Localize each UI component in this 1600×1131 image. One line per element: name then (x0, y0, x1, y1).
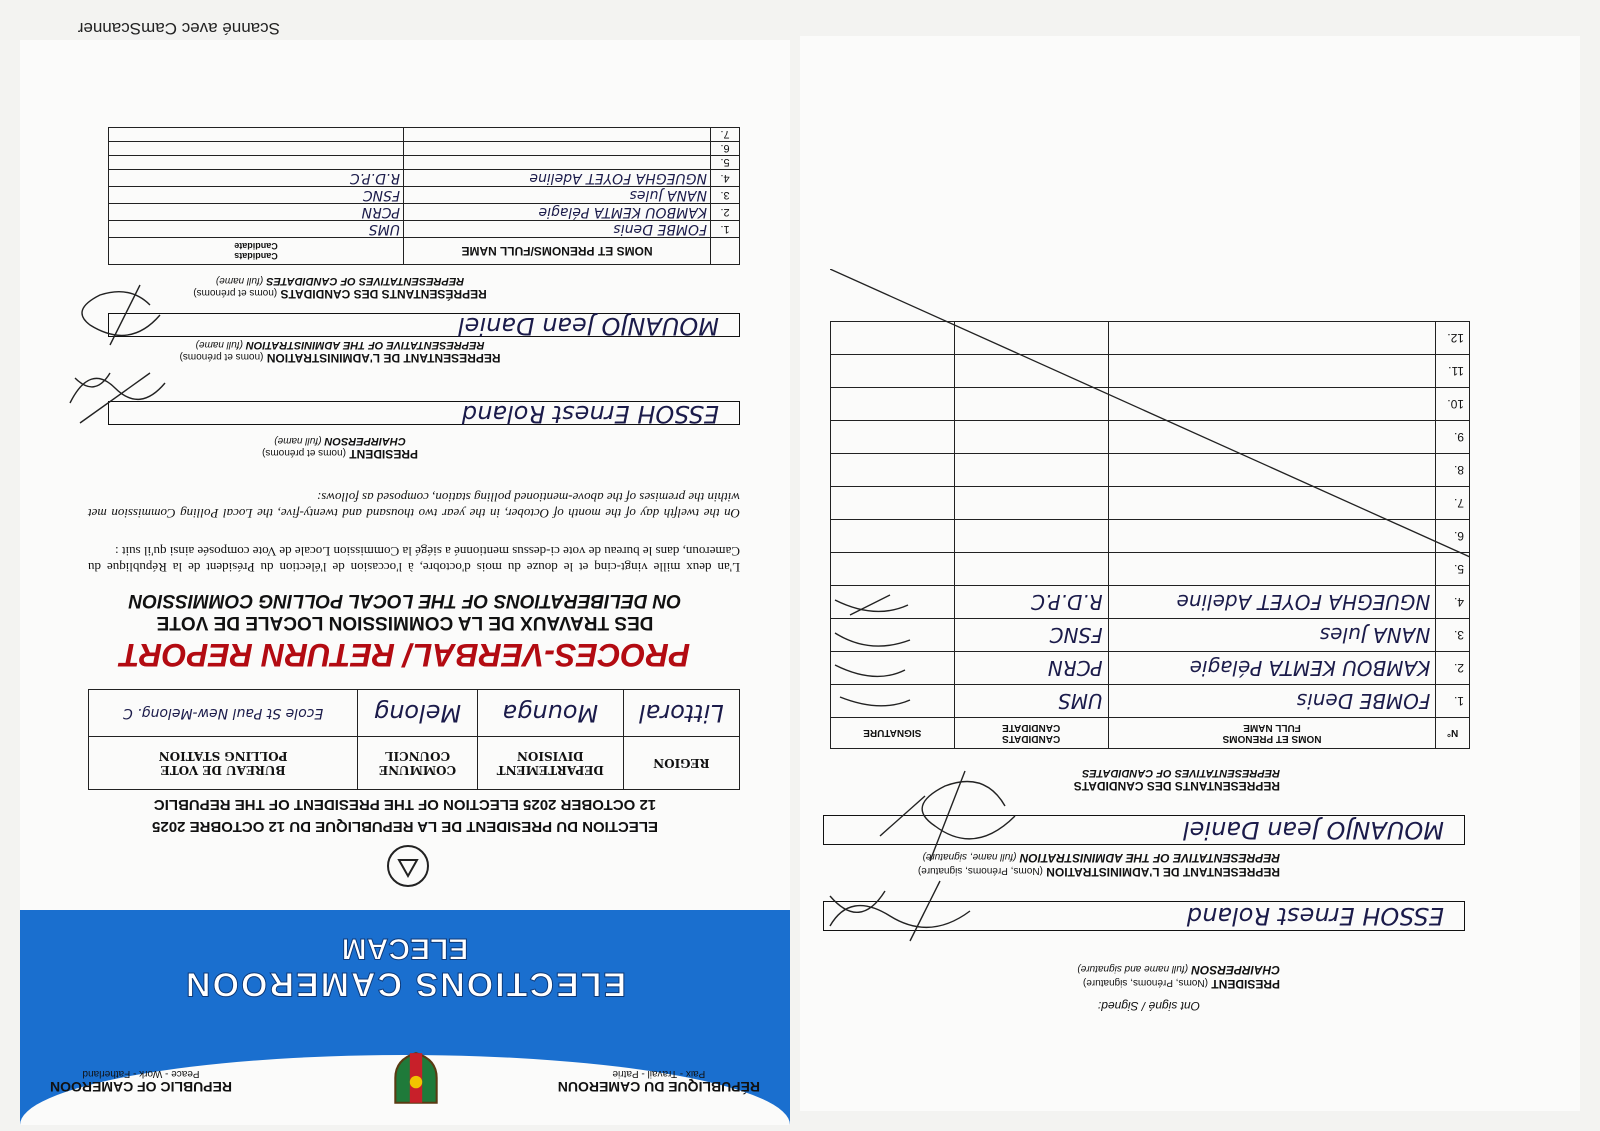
table-row: 10. (831, 388, 1470, 421)
org-abbr: ELECAM (341, 932, 469, 965)
signatures-page (800, 36, 1580, 1111)
president-signature (60, 363, 170, 433)
table-row: 1. FOMBE Denis UMS (831, 685, 1470, 718)
president-label-2: PRESIDENT (Noms, Prénoms, signature) CHAIRPERSON (full name and signature) (1077, 963, 1280, 991)
candidate-header-2: CANDIDATS CANDIDATE (954, 718, 1108, 749)
report-subtitle-en: ON DELIBERATIONS OF THE LOCAL POLLING COMMISSION (128, 590, 682, 611)
report-subtitle-fr: DES TRAVAUX DE LA COMMISSION LOCALE DE VOTE (156, 612, 654, 633)
paragraph-en: On the twelfth day of the month of October, in the year two thousand and twenty-five, the Local Polling Commission met within the premises of the above-mentioned polling station, composed as follows: (88, 490, 740, 521)
table-row: 1. FOMBE Denis UMS (109, 221, 740, 238)
division-header: DEPARTEMENT DIVISION (477, 737, 623, 790)
admin-name: MOUANJO Jean Daniel (457, 312, 719, 340)
admin-name-2: MOUANJO Jean Daniel (1182, 816, 1444, 844)
president-label: PRESIDENT (noms et prénoms) CHAIRPERSON (full name) (262, 435, 418, 461)
elecam-banner (20, 910, 790, 1125)
president-name-2: ESSOH Ernest Roland (1186, 902, 1444, 930)
polling-station-value: Ecole St Paul New-Melong. C (89, 690, 358, 737)
signed-label: Ont signé / Signed: (1097, 999, 1200, 1013)
location-table (88, 689, 740, 790)
fullname-header-2: NOMS ET PRENOMS FULL NAME (1108, 718, 1436, 749)
republic-header-en: REPUBLIC OF CAMEROON Peace - Work - Fatherland (50, 1068, 232, 1095)
admin-label-2: REPRESENTANT DE L'ADMINISTRATION (Noms, Prénoms, signature) REPRESENTATIVE OF THE ADMINISTRATION (full name, signature) (917, 851, 1280, 879)
election-emblem-icon (386, 844, 430, 888)
table-row: 7. (831, 487, 1470, 520)
candidate-reps-table-cover (108, 127, 740, 265)
table-row: 6. (831, 520, 1470, 553)
council-header: COMMUNE COUNCIL (358, 737, 478, 790)
election-title-fr: ELECTION DU PRESIDENT DE LA REPUBLIQUE DU 12 OCTOBRE 2025 (152, 818, 658, 835)
reps-label-2: REPRESENTANTS DES CANDIDATS REPRESENTATIVES OF CANDIDATES (1073, 767, 1280, 793)
table-row: 4. NGUEGHA FOYET Adeline R.D.P.C (109, 170, 740, 187)
president-name-box (108, 400, 740, 428)
table-row: 5. (831, 553, 1470, 586)
president-name: ESSOH Ernest Roland (461, 400, 719, 428)
table-row: 3. NANA Jules FSNC (831, 619, 1470, 652)
coat-of-arms-icon (385, 1049, 447, 1111)
table-row: 2. KAMBOU KEMTA Pélagie PCRN (109, 204, 740, 221)
paragraph-fr: L'an deux mille vingt-cinq et le douze du mois d'octobre, à l'occasion de l'élection du Président de la République du Cameroun, dans le bureau de vote ci-dessus mentionné a siégé la Commission Locale de Vote composée ainsi qu'il suit : (88, 544, 740, 575)
region-value: Littoral (623, 690, 739, 737)
rep-signatures (825, 580, 920, 715)
table-row: 4. NGUEGHA FOYET Adeline R.D.P.C (831, 586, 1470, 619)
strike-through-line (830, 269, 1470, 717)
reps-label: REPRÉSENTANTS DES CANDIDATS (noms et prénoms) REPRESENTATIVES OF CANDIDATES (full name) (193, 275, 487, 301)
table-row: 3. NANA Jules FSNC (109, 187, 740, 204)
table-row: 8. (831, 454, 1470, 487)
number-header: N° (1436, 718, 1470, 749)
admin-label: REPRESENTANT DE L'ADMINISTRATION (noms et prénoms) REPRESENTATIVE OF THE ADMINISTRATION (full name) (179, 339, 501, 365)
table-row: 11. (831, 355, 1470, 388)
republic-header-fr: RÉPUBLIQUE DU CAMEROUN Paix - Travail - Patrie (557, 1068, 760, 1095)
report-title: PROCES-VERBAL/ RETURN REPORT (119, 637, 691, 673)
president-signature-2 (820, 871, 980, 951)
admin-name-box (108, 312, 740, 340)
signature-header: SIGNATURE (831, 718, 955, 749)
table-row: 5. (109, 156, 740, 170)
fullname-header: NOMS ET PRENOMS/FULL NAME (404, 238, 711, 265)
table-row: 7. (109, 128, 740, 142)
table-row: 9. (831, 421, 1470, 454)
election-title-en: 12 OCTOBER 2025 ELECTION OF THE PRESIDENT OF THE REPUBLIC (153, 796, 657, 813)
table-row: 2. KAMBOU KEMTA Pélagie PCRN (831, 652, 1470, 685)
polling-station-header: BUREAU DE VOTE POLLING STATION (89, 737, 358, 790)
org-title: ELECTIONS CAMEROON (183, 965, 627, 1003)
table-row: 6. (109, 142, 740, 156)
cover-page (20, 40, 790, 1125)
table-row: 12. (831, 322, 1470, 355)
division-value: Mounga (477, 690, 623, 737)
council-value: Melong (358, 690, 478, 737)
candidate-header: Candidats Candidate (109, 238, 404, 265)
region-header: REGION (623, 737, 739, 790)
camscanner-watermark: Scanné avec CamScanner (77, 19, 280, 38)
